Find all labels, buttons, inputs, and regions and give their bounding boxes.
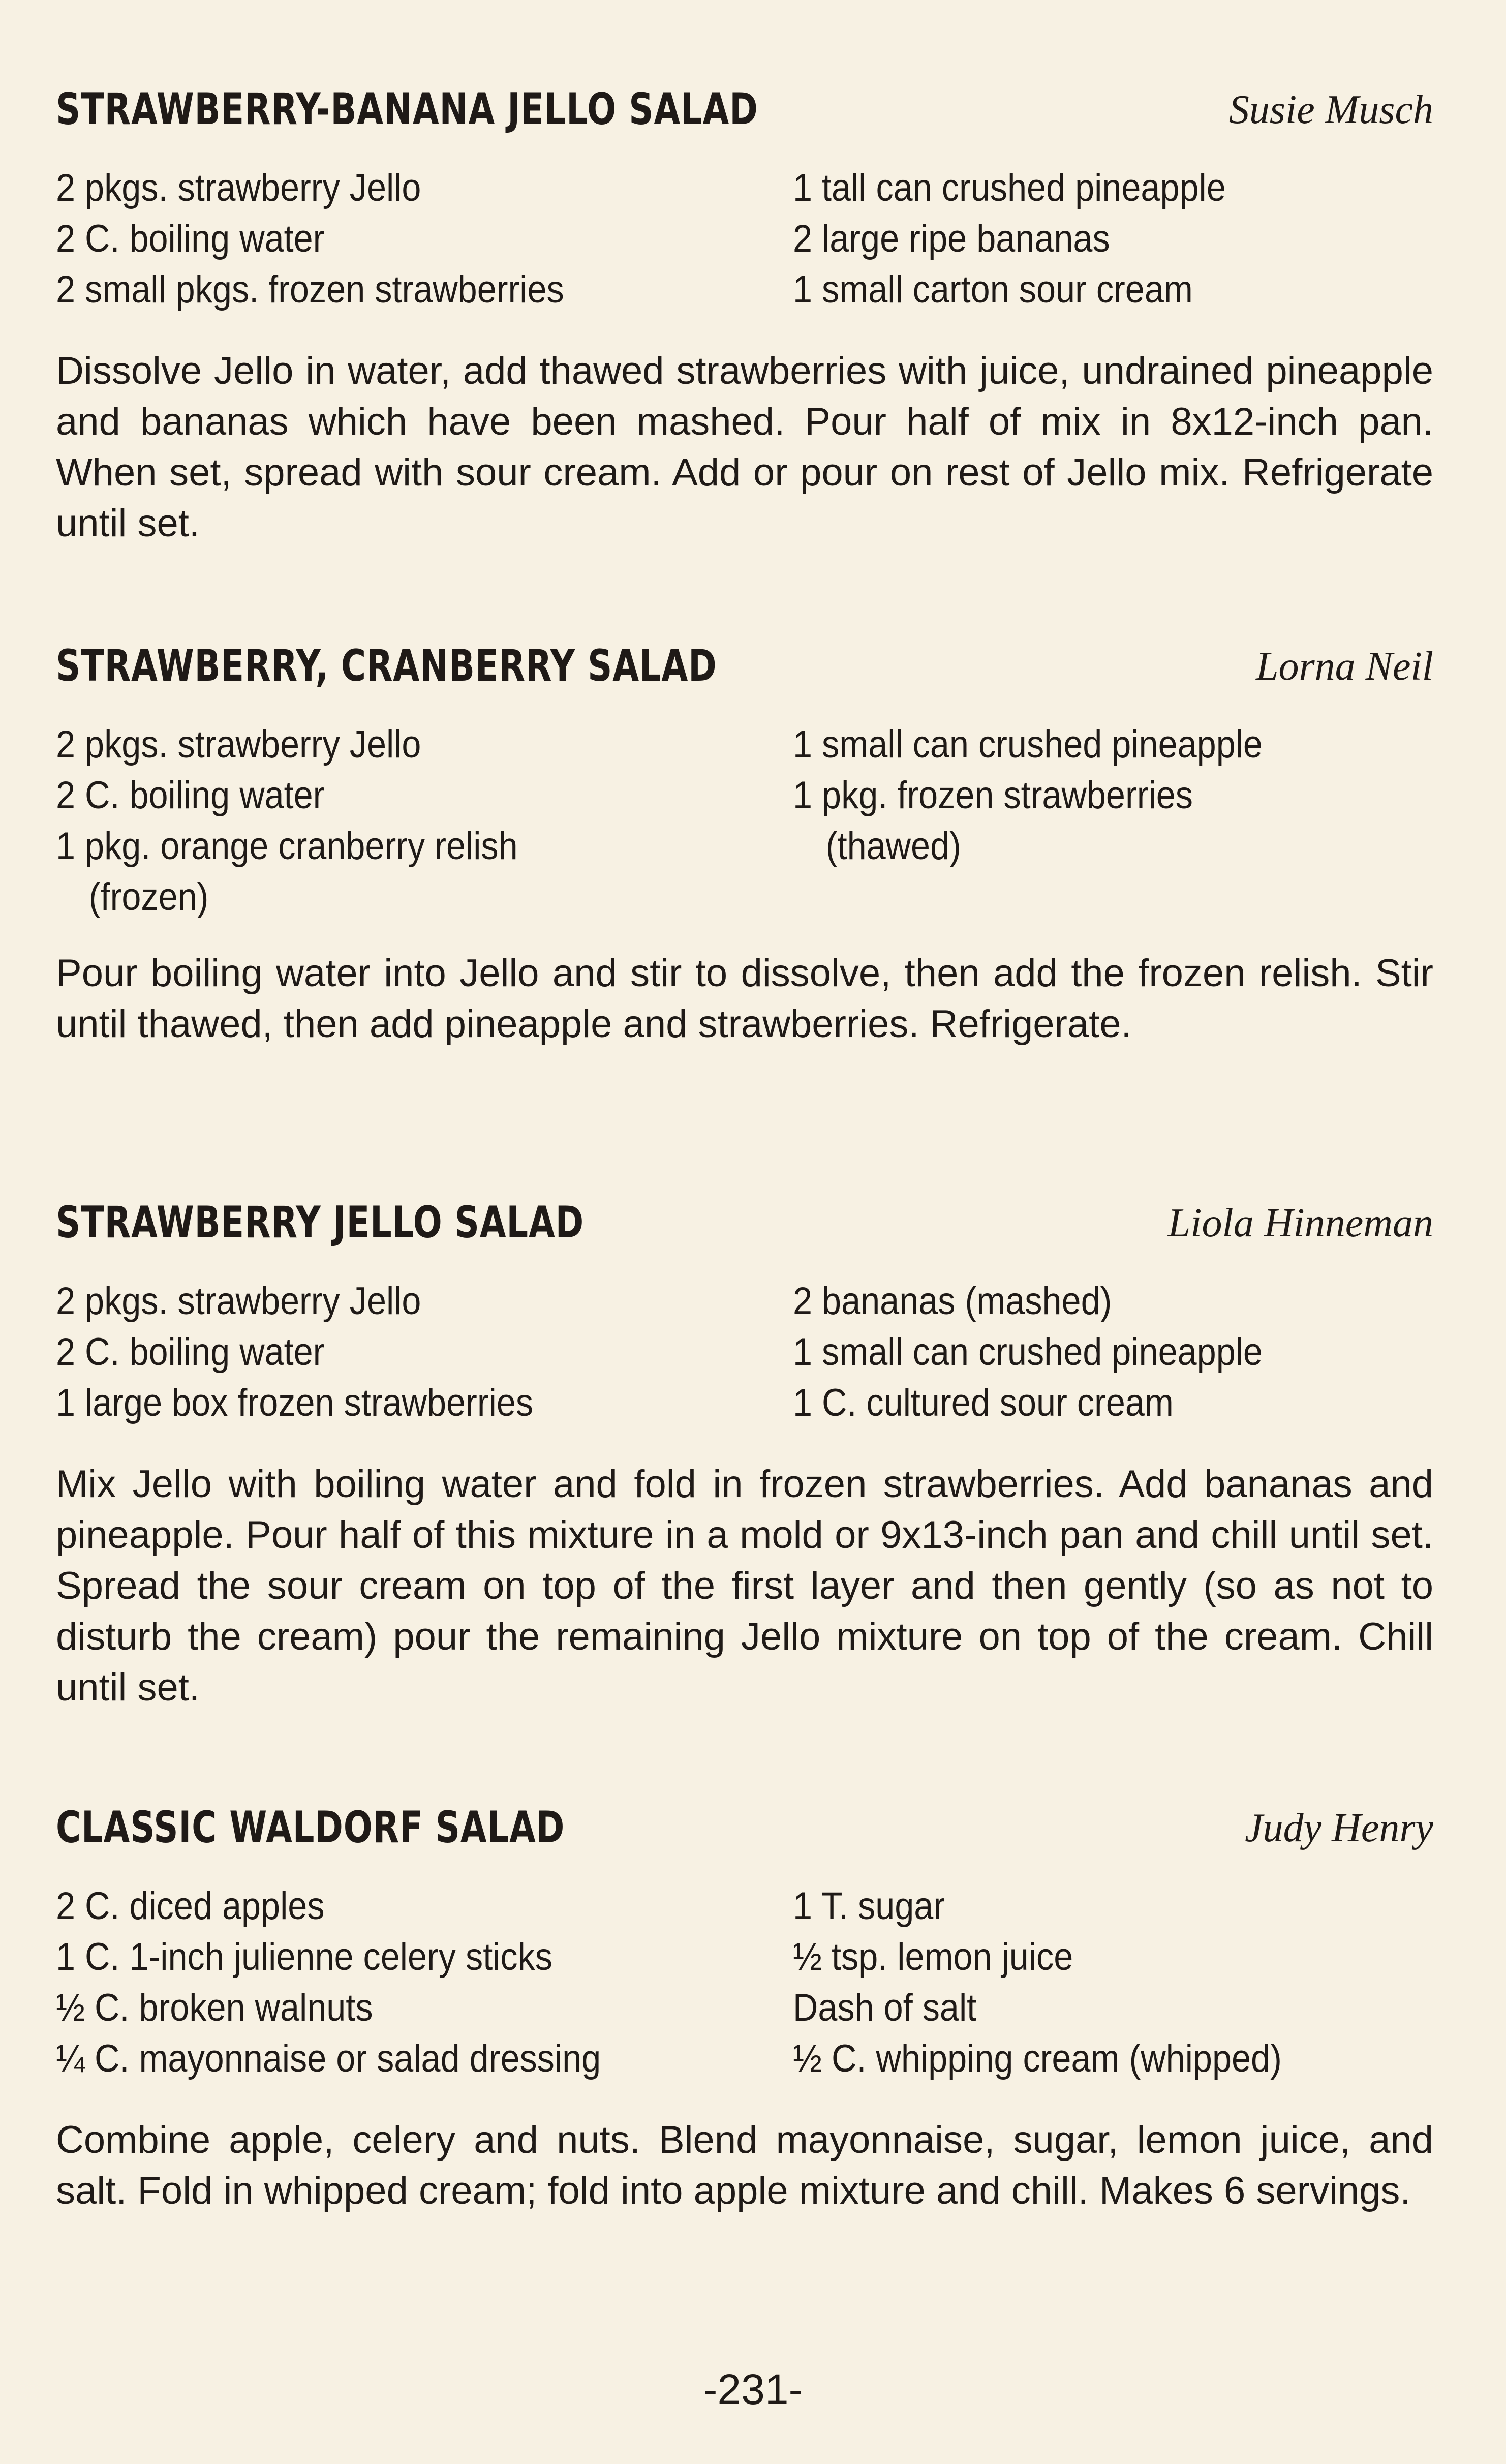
recipe-classic-waldorf-salad <box>56 1800 1433 2216</box>
recipe-strawberry-cranberry-salad <box>56 638 1433 1050</box>
ingredient-column-right <box>793 719 1454 872</box>
ingredient: ½ C. broken walnuts <box>56 1986 373 2029</box>
ingredient: ½ C. whipping cream (whipped) <box>793 2037 1282 2080</box>
ingredient: 1 pkg. orange cranberry relish <box>56 825 518 868</box>
ingredient: 2 pkgs. strawberry Jello <box>56 1280 421 1323</box>
ingredient: 2 C. diced apples <box>56 1884 325 1928</box>
ingredient: 1 small can crushed pineapple <box>793 723 1263 766</box>
ingredient: 1 T. sugar <box>793 1884 945 1928</box>
recipe-directions: Mix Jello with boiling water and fold in frozen strawberries. Add bananas and pineapple. Pour half of this mixture in a mold or 9x13-inch pan and chill until set. Spread the sour cream on top of the first layer and then gently (so as not to disturb the cream) pour the remaining Jello mixture on top of the cream. Chill until set. <box>56 1463 1433 1709</box>
recipe-title: STRAWBERRY JELLO SALAD <box>56 1197 585 1248</box>
ingredient: 1 C. cultured sour cream <box>793 1381 1174 1424</box>
recipe-title: STRAWBERRY-BANANA JELLO SALAD <box>56 84 758 135</box>
ingredient: 2 bananas (mashed) <box>793 1280 1112 1323</box>
ingredient: ¼ C. mayonnaise or salad dressing <box>56 2037 601 2080</box>
recipe-header <box>56 81 1433 142</box>
recipe-header <box>56 1800 1433 1861</box>
ingredient-column-left <box>56 1881 717 2084</box>
ingredient-list <box>56 1276 1433 1434</box>
ingredient-column-left <box>56 1276 717 1428</box>
ingredient: ½ tsp. lemon juice <box>793 1935 1073 1979</box>
ingredient: 2 C. boiling water <box>56 1330 325 1374</box>
ingredient-column-right <box>793 163 1454 315</box>
recipe-title: STRAWBERRY, CRANBERRY SALAD <box>56 641 717 691</box>
recipe-author: Judy Henry <box>1245 1806 1433 1850</box>
ingredient: 2 pkgs. strawberry Jello <box>56 166 421 209</box>
ingredient: 2 C. boiling water <box>56 774 325 817</box>
recipe-author: Liola Hinneman <box>1167 1201 1433 1245</box>
ingredient-column-right <box>793 1276 1454 1428</box>
recipe-title: CLASSIC WALDORF SALAD <box>56 1802 565 1853</box>
ingredient-continuation: (thawed) <box>825 825 961 868</box>
ingredient: 1 pkg. frozen strawberries <box>793 774 1193 817</box>
ingredient: 2 pkgs. strawberry Jello <box>56 723 421 766</box>
ingredient-list <box>56 1881 1433 2089</box>
ingredient: 2 C. boiling water <box>56 217 325 260</box>
ingredient: Dash of salt <box>793 1986 977 2029</box>
ingredient-list <box>56 163 1433 320</box>
recipe-author: Susie Musch <box>1228 87 1433 132</box>
recipe-header <box>56 638 1433 699</box>
recipe-header <box>56 1195 1433 1256</box>
ingredient: 1 small can crushed pineapple <box>793 1330 1263 1374</box>
ingredient: 1 tall can crushed pineapple <box>793 166 1226 209</box>
recipe-strawberry-banana-jello-salad <box>56 81 1433 549</box>
page-number: -231- <box>703 2365 803 2413</box>
ingredient: 1 small carton sour cream <box>793 268 1193 311</box>
recipe-directions: Combine apple, celery and nuts. Blend mayonnaise, sugar, lemon juice, and salt. Fold in whipped cream; fold into apple mixture and chill. Makes 6 servings. <box>56 2118 1433 2212</box>
ingredient-column-left <box>56 163 717 315</box>
recipe-directions: Dissolve Jello in water, add thawed strawberries with juice, undrained pineapple and bananas which have been mashed. Pour half of mix in 8x12-inch pan. When set, spread with sour cream. Add or pour on rest of Jello mix. Refrigerate until set. <box>56 349 1433 545</box>
recipe-directions: Pour boiling water into Jello and stir to dissolve, then add the frozen relish. Stir until thawed, then add pineapple and strawberries. Refrigerate. <box>56 952 1433 1046</box>
recipe-strawberry-jello-salad <box>56 1195 1433 1713</box>
ingredient: 2 large ripe bananas <box>793 217 1110 260</box>
ingredient: 1 large box frozen strawberries <box>56 1381 534 1424</box>
ingredient: 1 C. 1-inch julienne celery sticks <box>56 1935 553 1979</box>
recipe-author: Lorna Neil <box>1256 644 1433 689</box>
ingredient: 2 small pkgs. frozen strawberries <box>56 268 564 311</box>
ingredient-column-left <box>56 719 717 923</box>
ingredient-column-right <box>793 1881 1454 2084</box>
ingredient-continuation: (frozen) <box>88 875 209 919</box>
ingredient-list <box>56 719 1433 928</box>
